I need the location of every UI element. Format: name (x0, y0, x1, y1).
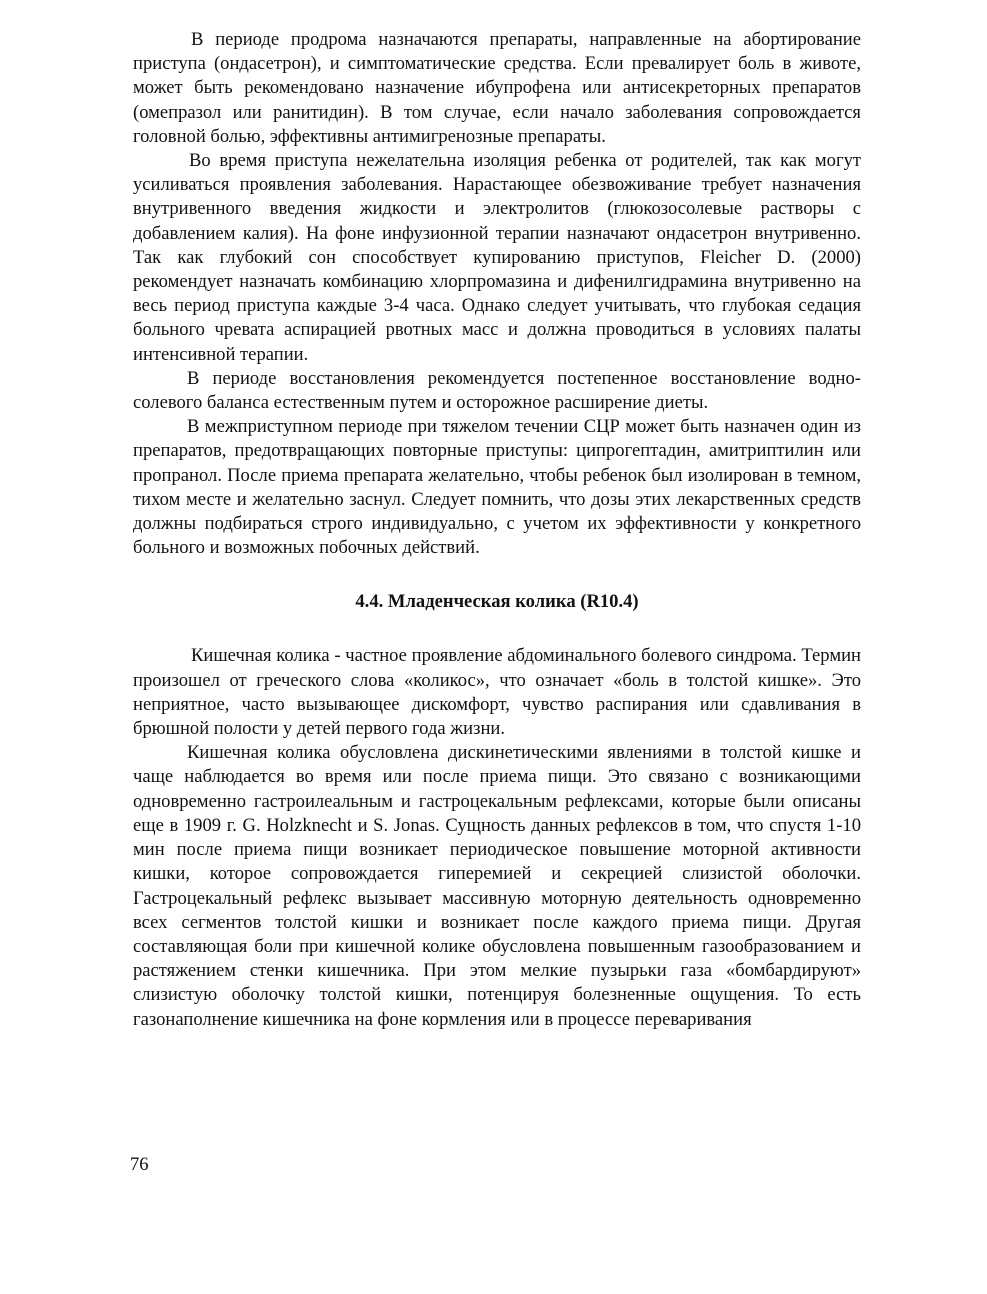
section-body (133, 644, 861, 1031)
paragraph-interictal: В межприступном периоде при тяжелом течении СЦР может быть назначен один из препаратов, предотвращающих повторные приступы: ципрогептадин, амитриптилин или пропранол. После приема препарата желательно, чтобы ребенок был изолирован в темном, тихом месте и желательно заснул. Следует помнить, что дозы этих лекарственных средств должны подбираться строго индивидуально, с учетом их эффективности у конкретного больного и возможных побочных действий. (133, 416, 861, 559)
section-heading: 4.4. Младенческая колика (R10.4) (355, 591, 639, 613)
paragraph-attack: Во время приступа нежелательна изоляция ребенка от родителей, так как могут усиливаться проявления заболевания. Нарастающее обезвоживание требует назначения внутривенного введения жидкости и электролитов (глюкозосолевые растворы с добавлением калия). На фоне инфузионной терапии назначают ондасетрон внутривенно. Так как глубокий сон способствует купированию приступов, Fleicher D. (2000) рекомендует назначать комбинацию хлорпромазина и дифенилгидрамина внутривенно на весь период приступа каждые 3-4 часа. Однако следует учитывать, что глубокая седация больного чревата аспирацией рвотных масс и должна проводиться в условиях палаты интенсивной терапии. (133, 150, 861, 365)
paragraph-prodrome: В периоде продрома назначаются препараты, направленные на абортирование приступа (ондасетрон), и симптоматические средства. Если превалирует боль в животе, может быть рекомендовано назначение ибупрофена или антисекреторных препаратов (омепразол или ранитидин). В том случае, если начало заболевания сопровождается головной болью, эффективны антимигренозные препараты. (133, 29, 861, 147)
paragraph-colic-definition: Кишечная колика - частное проявление абдоминального болевого синдрома. Термин произошел от греческого слова «коликос», что означает «боль в толстой кишке». Это неприятное, часто вызывающее дискомфорт, чувство распирания или сдавливания в брюшной полости у детей первого года жизни. (133, 645, 861, 740)
paragraph-colic-cause: Кишечная колика обусловлена дискинетическими явлениями в толстой кишке и чаще наблюдается во время или после приема пищи. Это связано с возникающими одновременно гастроилеальным и гастроцекальным рефлексами, которые были описаны еще в 1909 г. G. Holzknecht и S. Jonas. Сущность данных рефлексов в том, что спустя 1-10 мин после приема пищи возникает периодическое повышение моторной активности кишки, которое сопровождается гиперемией и секрецией слизистой оболочки. Гастроцекальный рефлекс вызывает массивную моторную деятельность одновременно всех сегментов толстой кишки и возникает после каждого приема пищи. Другая составляющая боли при кишечной колике обусловлена повышенным газообразованием и растяжением стенки кишечника. При этом мелкие пузырьки газа «бомбардируют» слизистую оболочку толстой кишки, потенцируя болезненные ощущения. То есть газонаполнение кишечника на фоне кормления или в процессе переваривания (133, 742, 861, 1030)
page-number: 76 (130, 1154, 149, 1175)
paragraph-recovery: В периоде восстановления рекомендуется постепенное восстановление водно-солевого баланса естественным путем и осторожное расширение диеты. (133, 367, 861, 414)
page-body (133, 28, 861, 1032)
